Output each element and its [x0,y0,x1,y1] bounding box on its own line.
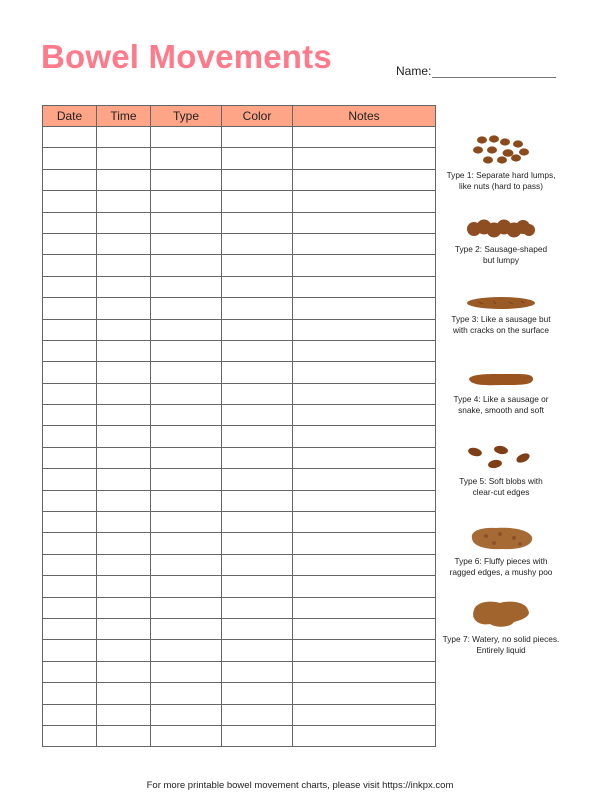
table-row [43,683,436,704]
cell-notes[interactable] [293,298,436,319]
table-row [43,618,436,639]
cell-color[interactable] [222,661,293,682]
cell-type[interactable] [151,319,222,340]
cell-notes[interactable] [293,383,436,404]
legend-item-type7: Type 7: Watery, no solid pieces. Entirely liquid [437,598,565,655]
cell-date[interactable] [43,319,97,340]
cell-notes[interactable] [293,447,436,468]
cell-time[interactable] [97,512,151,533]
cell-color[interactable] [222,169,293,190]
cell-color[interactable] [222,127,293,148]
cell-color[interactable] [222,255,293,276]
cell-notes[interactable] [293,426,436,447]
cell-notes[interactable] [293,469,436,490]
cell-color[interactable] [222,533,293,554]
cell-color[interactable] [222,340,293,361]
column-header-time: Time [97,106,151,127]
cell-time[interactable] [97,683,151,704]
cell-type[interactable] [151,640,222,661]
cell-type[interactable] [151,298,222,319]
cell-notes[interactable] [293,597,436,618]
cell-date[interactable] [43,276,97,297]
cell-color[interactable] [222,276,293,297]
cell-notes[interactable] [293,127,436,148]
cell-type[interactable] [151,469,222,490]
table-row [43,426,436,447]
cell-notes[interactable] [293,554,436,575]
cell-type[interactable] [151,191,222,212]
cell-notes[interactable] [293,725,436,746]
cell-time[interactable] [97,554,151,575]
cell-color[interactable] [222,233,293,254]
type5-soft-blobs-icon [465,444,537,472]
table-row [43,276,436,297]
cell-type[interactable] [151,704,222,725]
legend-item-type4: Type 4: Like a sausage or snake, smooth and soft [437,370,565,415]
table-row [43,127,436,148]
cell-notes[interactable] [293,212,436,233]
cell-type[interactable] [151,405,222,426]
cell-date[interactable] [43,554,97,575]
cell-color[interactable] [222,298,293,319]
cell-time[interactable] [97,576,151,597]
cell-color[interactable] [222,319,293,340]
cell-color[interactable] [222,447,293,468]
cell-notes[interactable] [293,255,436,276]
column-header-color: Color [222,106,293,127]
cell-date[interactable] [43,191,97,212]
cell-date[interactable] [43,704,97,725]
cell-color[interactable] [222,512,293,533]
table-row [43,533,436,554]
cell-date[interactable] [43,383,97,404]
cell-date[interactable] [43,169,97,190]
cell-notes[interactable] [293,319,436,340]
legend-item-type5: Type 5: Soft blobs with clear-cut edges [437,444,565,497]
cell-color[interactable] [222,148,293,169]
cell-notes[interactable] [293,533,436,554]
table-row [43,554,436,575]
cell-date[interactable] [43,298,97,319]
cell-notes[interactable] [293,148,436,169]
cell-time[interactable] [97,725,151,746]
cell-time[interactable] [97,533,151,554]
page-title: Bowel Movements [41,38,332,75]
cell-date[interactable] [43,683,97,704]
table-row [43,576,436,597]
cell-time[interactable] [97,447,151,468]
table-row [43,447,436,468]
cell-date[interactable] [43,255,97,276]
cell-type[interactable] [151,447,222,468]
cell-color[interactable] [222,383,293,404]
table-row [43,704,436,725]
table-row [43,490,436,511]
cell-type[interactable] [151,383,222,404]
cell-type[interactable] [151,512,222,533]
cell-color[interactable] [222,597,293,618]
legend-item-type2: Type 2: Sausage-shaped but lumpy [437,218,565,265]
cell-time[interactable] [97,383,151,404]
cell-type[interactable] [151,661,222,682]
cell-date[interactable] [43,148,97,169]
cell-notes[interactable] [293,661,436,682]
table-row [43,340,436,361]
cell-date[interactable] [43,725,97,746]
cell-date[interactable] [43,447,97,468]
cell-time[interactable] [97,298,151,319]
cell-time[interactable] [97,127,151,148]
table-row [43,661,436,682]
cell-time[interactable] [97,233,151,254]
cell-type[interactable] [151,127,222,148]
cell-color[interactable] [222,405,293,426]
cell-type[interactable] [151,554,222,575]
type7-liquid-icon [466,598,536,630]
cell-date[interactable] [43,405,97,426]
cell-color[interactable] [222,554,293,575]
cell-time[interactable] [97,490,151,511]
cell-date[interactable] [43,597,97,618]
table-body [43,127,436,747]
type2-lumpy-sausage-icon [465,218,537,240]
cell-time[interactable] [97,255,151,276]
name-input-line[interactable] [432,64,556,78]
type1-hard-lumps-icon [470,134,532,166]
cell-type[interactable] [151,725,222,746]
cell-date[interactable] [43,512,97,533]
cell-time[interactable] [97,426,151,447]
type3-cracked-sausage-icon [465,296,537,310]
cell-time[interactable] [97,319,151,340]
cell-time[interactable] [97,212,151,233]
cell-type[interactable] [151,683,222,704]
cell-type[interactable] [151,233,222,254]
cell-color[interactable] [222,490,293,511]
cell-color[interactable] [222,618,293,639]
cell-type[interactable] [151,148,222,169]
cell-type[interactable] [151,169,222,190]
cell-date[interactable] [43,661,97,682]
table-row [43,640,436,661]
column-header-type: Type [151,106,222,127]
cell-time[interactable] [97,340,151,361]
cell-notes[interactable] [293,362,436,383]
cell-notes[interactable] [293,233,436,254]
cell-date[interactable] [43,618,97,639]
cell-notes[interactable] [293,704,436,725]
table-row [43,169,436,190]
cell-time[interactable] [97,191,151,212]
cell-color[interactable] [222,576,293,597]
cell-color[interactable] [222,640,293,661]
column-header-notes: Notes [293,106,436,127]
table-row [43,469,436,490]
cell-type[interactable] [151,597,222,618]
cell-color[interactable] [222,191,293,212]
table-row [43,255,436,276]
cell-color[interactable] [222,469,293,490]
table-row [43,233,436,254]
table-row [43,383,436,404]
column-header-date: Date [43,106,97,127]
cell-time[interactable] [97,597,151,618]
cell-color[interactable] [222,362,293,383]
cell-notes[interactable] [293,490,436,511]
cell-notes[interactable] [293,512,436,533]
cell-type[interactable] [151,533,222,554]
table-row [43,319,436,340]
cell-date[interactable] [43,469,97,490]
cell-notes[interactable] [293,618,436,639]
cell-type[interactable] [151,618,222,639]
cell-time[interactable] [97,640,151,661]
table-row [43,298,436,319]
cell-notes[interactable] [293,340,436,361]
cell-color[interactable] [222,704,293,725]
cell-color[interactable] [222,683,293,704]
cell-type[interactable] [151,426,222,447]
table-row [43,725,436,746]
legend-item-type3: Type 3: Like a sausage but with cracks on the surface [437,296,565,335]
cell-date[interactable] [43,640,97,661]
cell-date[interactable] [43,233,97,254]
cell-date[interactable] [43,362,97,383]
cell-notes[interactable] [293,640,436,661]
cell-notes[interactable] [293,576,436,597]
cell-time[interactable] [97,469,151,490]
name-label: Name: [396,64,432,78]
bowel-log-table [42,105,436,747]
cell-notes[interactable] [293,405,436,426]
cell-time[interactable] [97,169,151,190]
cell-color[interactable] [222,212,293,233]
cell-date[interactable] [43,490,97,511]
cell-type[interactable] [151,576,222,597]
type6-mushy-icon [466,524,536,552]
table-row [43,597,436,618]
cell-notes[interactable] [293,169,436,190]
cell-date[interactable] [43,127,97,148]
name-field[interactable] [396,64,556,78]
cell-date[interactable] [43,212,97,233]
cell-time[interactable] [97,405,151,426]
cell-type[interactable] [151,362,222,383]
table-row [43,212,436,233]
cell-notes[interactable] [293,276,436,297]
cell-type[interactable] [151,340,222,361]
table-header-row [43,106,436,127]
legend-item-type6: Type 6: Fluffy pieces with ragged edges, a mushy poo [437,524,565,577]
legend-item-type1: Type 1: Separate hard lumps, like nuts (hard to pass) [437,134,565,191]
cell-time[interactable] [97,704,151,725]
table-row [43,362,436,383]
cell-notes[interactable] [293,683,436,704]
table-row [43,191,436,212]
cell-color[interactable] [222,426,293,447]
cell-time[interactable] [97,362,151,383]
cell-type[interactable] [151,212,222,233]
cell-type[interactable] [151,490,222,511]
cell-date[interactable] [43,533,97,554]
cell-time[interactable] [97,148,151,169]
table-row [43,405,436,426]
footer-text: For more printable bowel movement charts, please visit https://inkpx.com [146,780,454,791]
cell-type[interactable] [151,276,222,297]
table-row [43,512,436,533]
cell-date[interactable] [43,340,97,361]
cell-color[interactable] [222,725,293,746]
type4-smooth-sausage-icon [465,370,537,390]
cell-type[interactable] [151,255,222,276]
cell-time[interactable] [97,276,151,297]
cell-date[interactable] [43,426,97,447]
table-row [43,148,436,169]
cell-time[interactable] [97,661,151,682]
cell-date[interactable] [43,576,97,597]
cell-time[interactable] [97,618,151,639]
cell-notes[interactable] [293,191,436,212]
